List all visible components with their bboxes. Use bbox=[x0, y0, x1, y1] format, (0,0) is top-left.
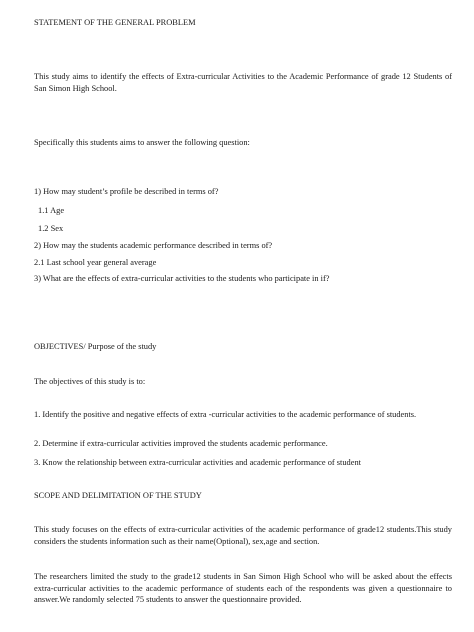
question-3: 3) What are the effects of extra-curricular activities to the students who participate in if? bbox=[34, 274, 330, 283]
question-1-1: 1.1 Age bbox=[38, 206, 65, 215]
objective-1: 1. Identify the positive and negative effects of extra -curricular activities to the academic performance of students. bbox=[34, 410, 417, 419]
paragraph-delimitation: The researchers limited the study to the grade12 students in San Simon High School who will be asked about the effects extra-curricular activities to the academic performance of students each of the respondents was given a questionnaire to answer.We randomly selected 75 students to answer the questionnaire provided. bbox=[34, 572, 452, 605]
section-heading-scope: SCOPE AND DELIMITATION OF THE STUDY bbox=[34, 491, 202, 500]
objective-3: 3. Know the relationship between extra-curricular activities and academic performance of student bbox=[34, 458, 361, 467]
question-1-2: 1.2 Sex bbox=[38, 224, 64, 233]
objective-2: 2. Determine if extra-curricular activities improved the students academic performance. bbox=[34, 439, 328, 448]
paragraph-aim: This study aims to identify the effects of Extra-curricular Activities to the Academic Performance of grade 12 Students of San Simon High School. bbox=[34, 72, 452, 93]
section-heading-objectives: OBJECTIVES/ Purpose of the study bbox=[34, 342, 157, 351]
paragraph-scope: This study focuses on the effects of extra-curricular activities of the academic performance of grade12 students.This study considers the students information such as their name(Optional), sex,age and section. bbox=[34, 525, 452, 546]
paragraph-objectives-intro: The objectives of this study is to: bbox=[34, 377, 146, 386]
question-2-1: 2.1 Last school year general average bbox=[34, 258, 157, 267]
paragraph-specific: Specifically this students aims to answer the following question: bbox=[34, 138, 250, 147]
question-2: 2) How may the students academic performance described in terms of? bbox=[34, 241, 273, 250]
section-heading-problem: STATEMENT OF THE GENERAL PROBLEM bbox=[34, 18, 196, 27]
question-1: 1) How may student’s profile be described in terms of? bbox=[34, 187, 219, 196]
